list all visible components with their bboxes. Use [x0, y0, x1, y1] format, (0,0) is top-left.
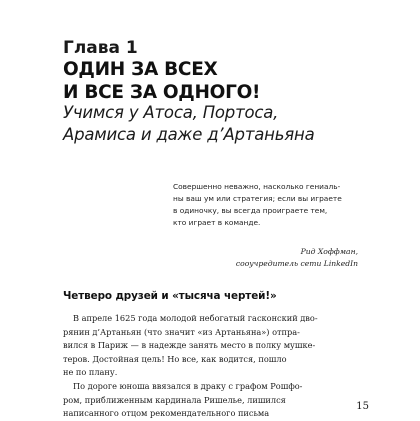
epigraph-attribution: [236, 246, 358, 270]
chapter-subtitle: [63, 102, 315, 146]
epigraph-line: ны ваш ум или стратегия; если вы играете: [173, 194, 342, 203]
section-heading: Четверо друзей и «тысяча чертей!»: [63, 290, 277, 302]
chapter-subtitle-line: Учимся у Атоса, Портоса,: [63, 103, 279, 122]
body-line: рянин д’Артаньян (что значит «из Артаньяна») отпра-: [63, 326, 300, 337]
chapter-label: Глава 1: [63, 38, 138, 58]
body-line: ром, приближенным кардинала Ришелье, лишился: [63, 394, 286, 405]
section-body: [63, 312, 369, 421]
epigraph-line: кто играет в команде.: [173, 218, 261, 227]
epigraph-author-role: сооучредитель сети LinkedIn: [235, 259, 358, 268]
body-line: теров. Достойная цель! Но все, как водится, пошло: [63, 353, 287, 364]
epigraph-quote: [173, 181, 363, 229]
chapter-title-line: И ВСЕ ЗА ОДНОГО!: [63, 82, 261, 103]
body-line: вился в Париж — в надежде занять место в полку мушке-: [63, 340, 316, 351]
body-line: По дороге юноша ввязался в драку с графом Рошфо-: [73, 380, 303, 391]
body-line: не по плану.: [63, 367, 118, 378]
epigraph-line: Совершенно неважно, насколько гениаль-: [173, 182, 341, 191]
chapter-subtitle-line: Арамиса и даже д’Артаньяна: [63, 125, 315, 144]
epigraph-line: в одиночку, вы всегда проиграете тем,: [173, 206, 328, 215]
page-number: 15: [356, 401, 369, 412]
chapter-title-line: ОДИН ЗА ВСЕХ: [63, 59, 218, 80]
body-line: В апреле 1625 года молодой небогатый гасконский дво-: [73, 313, 318, 323]
epigraph-author-name: Рид Хоффман,: [300, 247, 358, 256]
chapter-title: [63, 58, 260, 104]
body-line: написанного отцом рекомендательного письма: [63, 408, 270, 419]
